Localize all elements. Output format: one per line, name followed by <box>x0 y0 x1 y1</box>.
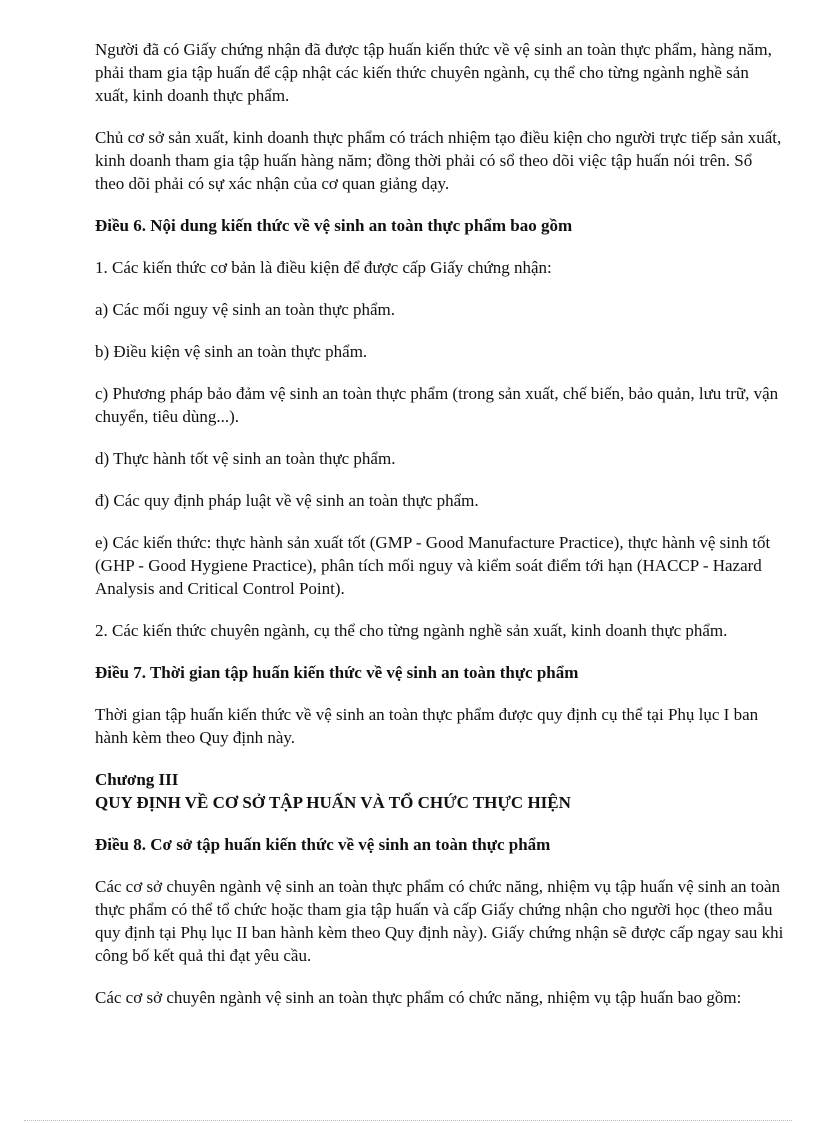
article-6-item: a) Các mối nguy vệ sinh an toàn thực phẩm. <box>95 300 396 319</box>
article-8-paragraph: Các cơ sở chuyên ngành vệ sinh an toàn thực phẩm có chức năng, nhiệm vụ tập huấn vệ sinh an toàn thực phẩm có thể tổ chức hoặc tham gia tập huấn và cấp Giấy chứng nhận cho người học (theo mẫu quy định tại Phụ lục II ban hành kèm theo Quy định này). Giấy chứng nhận sẽ được cấp ngay sau khi công bố kết quả thi đạt yêu cầu. <box>95 877 784 965</box>
article-8-paragraph: Các cơ sở chuyên ngành vệ sinh an toàn thực phẩm có chức năng, nhiệm vụ tập huấn bao gồm: <box>95 988 742 1007</box>
article-6-item: e) Các kiến thức: thực hành sản xuất tốt (GMP - Good Manufacture Practice), thực hành vệ sinh tốt (GHP - Good Hygiene Practice), phân tích mối nguy và kiểm soát điểm tới hạn (HACCP - Hazard Analysis and Critical Control Point). <box>95 533 771 598</box>
chapter-heading <box>95 768 785 814</box>
article-6-item: đ) Các quy định pháp luật về vệ sinh an toàn thực phẩm. <box>95 491 479 510</box>
page-bottom-divider <box>24 1120 792 1121</box>
document-page <box>95 38 785 1028</box>
chapter-title: QUY ĐỊNH VỀ CƠ SỞ TẬP HUẤN VÀ TỔ CHỨC THỰC HIỆN <box>95 793 571 812</box>
article-6-item: b) Điều kiện vệ sinh an toàn thực phẩm. <box>95 342 368 361</box>
chapter-label: Chương III <box>95 770 179 789</box>
article-8-heading: Điều 8. Cơ sở tập huấn kiến thức về vệ sinh an toàn thực phẩm <box>95 835 551 854</box>
article-6-item: 2. Các kiến thức chuyên ngành, cụ thể cho từng ngành nghề sản xuất, kinh doanh thực phẩm. <box>95 621 728 640</box>
article-6-item: d) Thực hành tốt vệ sinh an toàn thực phẩm. <box>95 449 396 468</box>
article-7-heading: Điều 7. Thời gian tập huấn kiến thức về vệ sinh an toàn thực phẩm <box>95 663 579 682</box>
paragraph: Người đã có Giấy chứng nhận đã được tập huấn kiến thức về vệ sinh an toàn thực phẩm, hàng năm, phải tham gia tập huấn để cập nhật các kiến thức chuyên ngành, cụ thể cho từng ngành nghề sản xuất, kinh doanh thực phẩm. <box>95 40 772 105</box>
article-6-item: 1. Các kiến thức cơ bản là điều kiện để được cấp Giấy chứng nhận: <box>95 258 552 277</box>
article-6-heading: Điều 6. Nội dung kiến thức về vệ sinh an toàn thực phẩm bao gồm <box>95 216 573 235</box>
paragraph: Chủ cơ sở sản xuất, kinh doanh thực phẩm có trách nhiệm tạo điều kiện cho người trực tiếp sản xuất, kinh doanh tham gia tập huấn hàng năm; đồng thời phải có sổ theo dõi việc tập huấn nói trên. Sổ theo dõi phải có sự xác nhận của cơ quan giảng dạy. <box>95 128 782 193</box>
article-6-item: c) Phương pháp bảo đảm vệ sinh an toàn thực phẩm (trong sản xuất, chế biến, bảo quản, lưu trữ, vận chuyển, tiêu dùng...). <box>95 384 779 426</box>
article-7-body: Thời gian tập huấn kiến thức về vệ sinh an toàn thực phẩm được quy định cụ thể tại Phụ lục I ban hành kèm theo Quy định này. <box>95 705 759 747</box>
